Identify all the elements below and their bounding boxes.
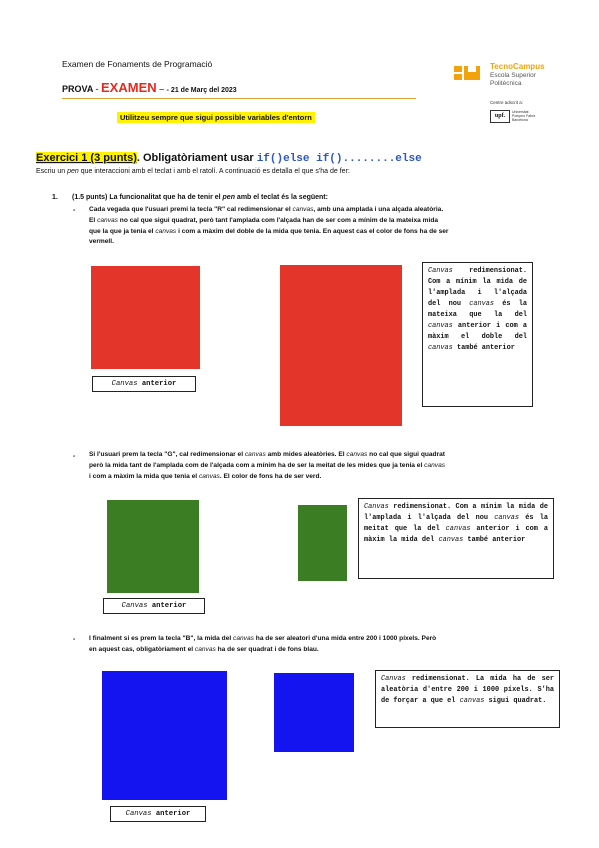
- logo-name: TecnoCampus: [490, 62, 545, 71]
- tecnocampus-logo: [454, 62, 574, 142]
- text-span: redimensionat. Com a mínim la mida de l'amplada i l'alçada del nou: [428, 267, 527, 308]
- caption-resized-canvas: [375, 670, 560, 728]
- item-pen: pen: [222, 194, 235, 201]
- prova-label: PROVA: [62, 84, 94, 94]
- text-span: però la mida tant de l'amplada com de l'alçada com a mínim ha de ser la meitat de les mides que ja tenia el: [89, 461, 425, 469]
- caption-previous-canvas: [110, 806, 206, 822]
- text-span: Si l'usuari prem la tecla "G", cal redimensionar el: [89, 451, 245, 458]
- item-number: 1.: [52, 194, 58, 201]
- text-span: també anterior: [452, 344, 515, 352]
- text-span: amb mides aleatòries. El: [265, 451, 347, 458]
- text-line: [89, 461, 569, 472]
- instr-text: que interaccioni amb el teclat i amb el ratolí. A continuació es detalla el que s'ha de fer:: [78, 168, 350, 175]
- upf-logo: upf.: [490, 110, 510, 123]
- instr-text: Escriu un: [36, 168, 68, 175]
- text-span: ha de ser quadrat i de fons blau.: [215, 645, 319, 653]
- text-span: canvas: [198, 472, 220, 480]
- text-line: [89, 472, 569, 483]
- text-span: El: [89, 216, 98, 224]
- text-span: i com a màxim del doble de la mida que tenia. En aquest cas el color de fons ha de ser: [176, 227, 449, 235]
- separator: –: [156, 84, 167, 94]
- upf-name: [512, 110, 535, 122]
- text-span: Canvas: [111, 380, 138, 388]
- text-span: , amb una amplada i una alçada aleatòria.: [313, 206, 444, 213]
- text-span: canvas: [346, 451, 368, 458]
- text-span: . El color de fons ha de ser verd.: [219, 472, 322, 480]
- text-span: redimensionat. Com a mínim la mida de l'amplada i l'alçada del nou: [364, 503, 548, 522]
- text-span: canvas: [428, 322, 453, 330]
- text-span: canvas: [97, 216, 118, 224]
- text-span: canvas: [424, 461, 446, 469]
- text-span: canvas: [469, 300, 495, 308]
- text-span: no cal que sigui quadrat, però tant l'amplada com l'alçada han de ser com a mínim de la mateixa mida: [117, 216, 439, 224]
- logo-adscrit: Centre adscrit a:: [490, 100, 524, 105]
- item-heading: [72, 194, 328, 201]
- exercise-heading: [36, 152, 422, 165]
- green-canvas-previous: [107, 500, 199, 593]
- logo-subtitle-2: Politècnica: [490, 80, 522, 87]
- text-span: canvas: [459, 697, 485, 705]
- text-span: no cal que sigui quadrat: [367, 451, 445, 458]
- separator: -: [93, 84, 102, 94]
- exercise-lead: . Obligatòriament usar: [136, 152, 257, 164]
- text-span: que la que ja tenia el: [89, 227, 156, 235]
- text-span: anterior: [137, 380, 177, 388]
- text-span: redimensionat. La mida ha de ser aleatòria d'entre 200 i 1000 píxels. S'ha de forçar a que el: [381, 675, 554, 705]
- text-line: [89, 450, 569, 461]
- exercise-instructions: [36, 168, 350, 175]
- text-span: canvas: [155, 227, 177, 235]
- item-text: amb el teclat és la següent:: [234, 194, 328, 201]
- bullet-dash: -: [73, 207, 76, 214]
- red-canvas-resized: [280, 265, 402, 426]
- bullet-dash: -: [73, 453, 76, 460]
- text-line: [89, 645, 569, 656]
- text-span: en aquest cas, obligatòriament el: [89, 645, 195, 653]
- section-r-text: [89, 205, 569, 248]
- section-b-text: [89, 634, 569, 656]
- text-span: Canvas: [428, 267, 453, 275]
- text-span: anterior i com a màxim la mida del: [364, 525, 549, 544]
- upf-name-line: Barcelona: [512, 118, 528, 122]
- exercise-code: if()else if()........else: [256, 153, 422, 165]
- logo-subtitle-1: Escola Superior: [490, 72, 536, 79]
- upf-name-line: Universitat: [512, 110, 529, 114]
- caption-previous-canvas: [92, 376, 196, 392]
- text-span: sigui quadrat.: [484, 697, 547, 705]
- text-span: canvas: [244, 451, 266, 458]
- text-span: canvas: [233, 635, 254, 642]
- text-span: anterior i com a màxim el doble del: [428, 322, 527, 341]
- text-span: i com a màxim la mida que tenia el: [89, 472, 199, 480]
- text-line: [89, 216, 569, 227]
- instr-pen: pen: [67, 168, 79, 175]
- section-g-text: [89, 450, 569, 482]
- text-line: [89, 205, 569, 216]
- text-span: canvas: [445, 525, 471, 533]
- text-span: ha de ser aleatori d'una mida entre 200 i 1000 píxels. Però: [253, 635, 437, 642]
- exam-title: Examen de Fonaments de Programació: [62, 59, 213, 69]
- text-span: és la mateixa que la del: [428, 300, 527, 319]
- text-span: canvas: [428, 344, 453, 352]
- text-line: [89, 227, 569, 238]
- item-text: (1.5 punts) La funcionalitat que ha de tenir el: [72, 194, 223, 201]
- tecnocampus-mark-icon: [454, 66, 480, 80]
- exam-label: EXAMEN: [101, 80, 157, 95]
- blue-canvas-previous: [102, 671, 227, 800]
- exercise-label: Exercici 1 (3 punts): [36, 152, 137, 164]
- text-span: anterior: [151, 810, 191, 818]
- text-span: canvas: [494, 514, 520, 522]
- text-line: vermell.: [89, 238, 114, 246]
- text-span: anterior: [147, 602, 187, 610]
- text-span: I finalment si es prem la tecla "B", la mida del: [89, 635, 234, 642]
- green-canvas-resized: [298, 505, 347, 581]
- caption-resized-canvas: [422, 262, 533, 407]
- caption-previous-canvas: [103, 598, 205, 614]
- text-span: Canvas: [381, 675, 406, 683]
- text-span: Canvas: [125, 810, 152, 818]
- text-span: canvas: [438, 536, 464, 544]
- text-span: Cada vegada que l'usuari premi la tecla "R" cal redimensionar el: [89, 206, 293, 213]
- text-span: és la meitat que la del: [364, 514, 549, 533]
- header-rule: [62, 98, 416, 99]
- red-canvas-previous: [91, 266, 200, 369]
- text-span: Canvas: [121, 602, 148, 610]
- exam-type-line: [62, 80, 237, 95]
- text-line: [89, 634, 569, 645]
- environment-variables-note: Utilitzeu sempre que sigui possible variables d'entorn: [117, 112, 315, 123]
- text-span: Canvas: [364, 503, 389, 511]
- text-span: canvas: [292, 206, 314, 213]
- exam-date: - 21 de Març del 2023: [166, 87, 237, 94]
- upf-name-line: Pompeu Fabra: [512, 114, 536, 118]
- caption-resized-canvas: [358, 498, 554, 579]
- text-span: també anterior: [463, 536, 526, 544]
- bullet-dash: -: [73, 636, 76, 643]
- blue-canvas-resized: [274, 673, 354, 752]
- text-span: canvas: [194, 645, 216, 653]
